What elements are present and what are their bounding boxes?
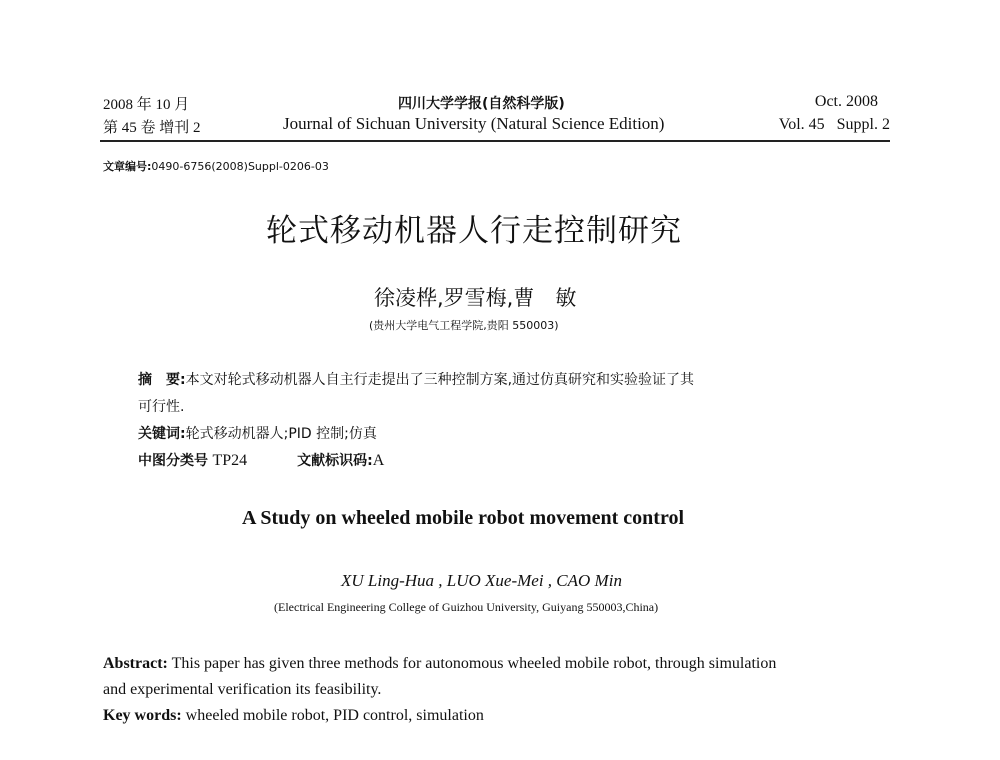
abstract-en: [103, 655, 776, 673]
keywords-cn: [138, 423, 377, 443]
keywords-en-label: Key words:: [103, 707, 182, 724]
article-number: [103, 158, 329, 174]
keywords-en: [103, 707, 484, 725]
header-journal-cn: 四川大学学报(自然科学版): [398, 96, 565, 112]
classification: [138, 450, 384, 470]
abstract-en-label: Abstract:: [103, 655, 168, 672]
article-number-label: 文章编号:: [103, 160, 152, 173]
article-number-value: 0490-6756(2008)Suppl-0206-03: [151, 160, 329, 173]
authors-en: XU Ling-Hua , LUO Xue-Mei , CAO Min: [341, 571, 622, 590]
header-volume-cn: 第 45 卷 增刊 2: [103, 120, 201, 136]
keywords-cn-value: 轮式移动机器人;PID 控制;仿真: [185, 426, 377, 442]
abstract-cn-label: 摘 要:: [138, 372, 186, 388]
abstract-en-line1: This paper has given three methods for autonomous wheeled mobile robot, through simulation: [171, 655, 777, 672]
header-date-cn: 2008 年 10 月: [103, 97, 190, 113]
title-en: A Study on wheeled mobile robot movement control: [242, 507, 685, 529]
keywords-cn-label: 关键词:: [138, 426, 186, 442]
abstract-cn-line2: 可行性.: [138, 399, 185, 415]
classification-label: 中图分类号: [138, 453, 208, 469]
header-date-en: Oct. 2008: [814, 93, 878, 110]
classification-value: TP24: [212, 452, 248, 469]
doc-code-value: A: [372, 452, 385, 469]
doc-code-label: 文献标识码:: [297, 453, 373, 469]
title-cn: 轮式移动机器人行走控制研究: [266, 213, 682, 249]
header-journal-en: Journal of Sichuan University (Natural Science Edition): [283, 114, 665, 133]
authors-cn: 徐凌桦,罗雪梅,曹 敏: [374, 286, 577, 310]
header-volume-en: Vol. 45 Suppl. 2: [778, 116, 890, 133]
abstract-en-line2: and experimental verification its feasibility.: [103, 681, 382, 698]
abstract-cn-line1: 本文对轮式移动机器人自主行走提出了三种控制方案,通过仿真研究和实验验证了其: [185, 372, 695, 388]
abstract-cn: [138, 369, 694, 389]
header-rule: [100, 140, 890, 142]
affiliation-en: (Electrical Engineering College of Guizhou University, Guiyang 550003,China): [274, 600, 659, 614]
affiliation-cn: (贵州大学电气工程学院,贵阳 550003): [369, 319, 559, 332]
keywords-en-value: wheeled mobile robot, PID control, simulation: [185, 707, 484, 724]
